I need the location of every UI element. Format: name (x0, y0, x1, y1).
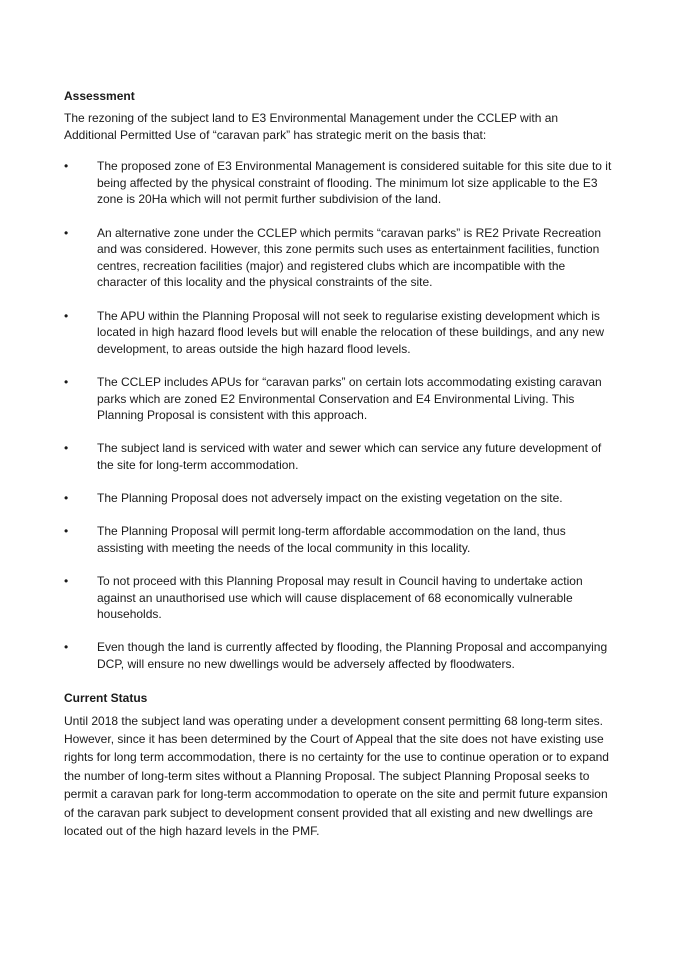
assessment-bullet-list (64, 158, 612, 672)
bullet-dot: • (64, 524, 69, 539)
bullet-item (64, 158, 612, 208)
bullet-text: To not proceed with this Planning Proposal may result in Council having to undertake action against an unauthorised use which will cause displacement of 68 economically vulnerable households. (97, 574, 583, 622)
bullet-item (64, 308, 612, 358)
bullet-item (64, 573, 612, 623)
bullet-text: The APU within the Planning Proposal will not seek to regularise existing development which is located in high hazard flood levels but will enable the relocation of these buildings, and any new development, to areas outside the high hazard flood levels. (97, 308, 604, 356)
bullet-item (64, 440, 612, 473)
bullet-text: The Planning Proposal does not adversely impact on the existing vegetation on the site. (97, 491, 563, 506)
bullet-dot: • (64, 640, 69, 655)
bullet-dot: • (64, 491, 69, 506)
bullet-item (64, 374, 612, 424)
bullet-dot: • (64, 225, 69, 240)
bullet-item (64, 523, 612, 556)
current-status-section (64, 690, 612, 841)
bullet-dot: • (64, 308, 69, 323)
assessment-heading: Assessment (64, 89, 135, 103)
bullet-item (64, 225, 612, 291)
bullet-text: An alternative zone under the CCLEP which permits “caravan parks” is RE2 Private Recreation and was considered. However, this zone permits such uses as entertainment facilities, function centres, recreation facilities (major) and registered clubs which are incompatible with the character of this locality and the physical constraints of the site. (97, 225, 602, 290)
assessment-section (64, 88, 612, 673)
bullet-item (64, 490, 612, 507)
bullet-text: Even though the land is currently affected by flooding, the Planning Proposal and accompanying DCP, will ensure no new dwellings would be adversely affected by floodwaters. (97, 640, 608, 671)
assessment-intro: The rezoning of the subject land to E3 Environmental Management under the CCLEP with an Additional Permitted Use of “caravan park” has strategic merit on the basis that: (64, 111, 559, 142)
bullet-dot: • (64, 441, 69, 456)
bullet-dot: • (64, 574, 69, 589)
bullet-item (64, 639, 612, 672)
document-content (64, 88, 612, 840)
bullet-text: The subject land is serviced with water and sewer which can service any future development of the site for long-term accommodation. (97, 441, 602, 472)
bullet-dot: • (64, 159, 69, 174)
bullet-text: The CCLEP includes APUs for “caravan parks” on certain lots accommodating existing caravan parks which are zoned E2 Environmental Conservation and E4 Environmental Living. This Planning Proposal is consistent with this approach. (97, 374, 602, 423)
bullet-text: The proposed zone of E3 Environmental Management is considered suitable for this site due to it being affected by the physical constraint of flooding. The minimum lot size applicable to the E3 zone is 20Ha which will not permit further subdivision of the land. (97, 159, 612, 207)
current-status-heading: Current Status (64, 690, 148, 705)
bullet-text: The Planning Proposal will permit long-term affordable accommodation on the land, thus assisting with meeting the needs of the local community in this locality. (97, 524, 566, 555)
current-status-body: Until 2018 the subject land was operating under a development consent permitting 68 long-term sites. However, since it has been determined by the Court of Appeal that the site does not have existing use rights for long term accommodation, there is no certainty for the use to continue operation or to expand the number of long-term sites without a Planning Proposal. The subject Planning Proposal seeks to permit a caravan park for long-term accommodation to operate on the site and permit future expansion of the caravan park subject to development consent provided that all existing and new dwellings are located out of the high hazard levels in the PMF. (64, 713, 609, 839)
bullet-dot: • (64, 374, 69, 389)
